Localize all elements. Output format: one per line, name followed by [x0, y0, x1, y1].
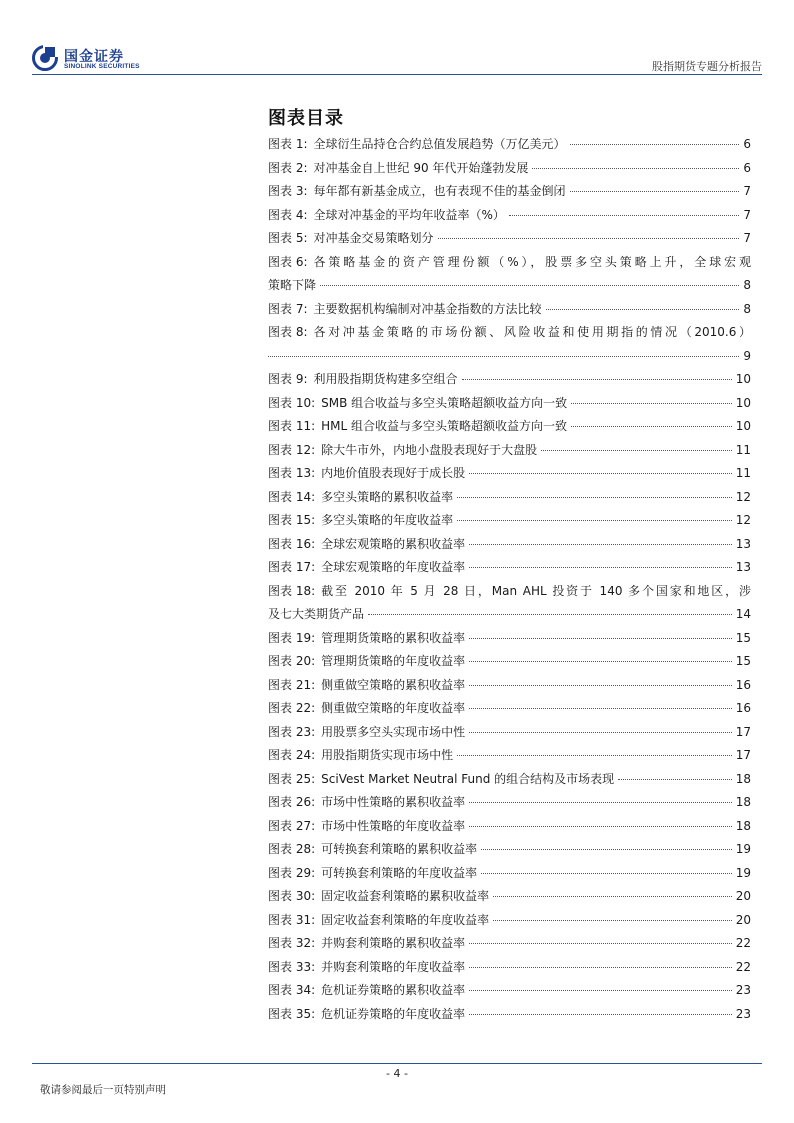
logo-chinese-name: 国金证券	[64, 49, 124, 65]
report-type: 股指期货专题分析报告	[652, 60, 762, 73]
dot-leader	[469, 732, 732, 733]
toc-entry-page: 19	[735, 842, 751, 856]
toc-entry-number: 图表 23:	[268, 724, 316, 739]
dot-leader	[462, 379, 732, 380]
toc-entry-page: 6	[743, 160, 751, 175]
toc-entry-page: 19	[735, 865, 751, 880]
dot-leader	[493, 896, 732, 897]
toc-entry[interactable]	[268, 674, 751, 698]
dot-leader	[438, 238, 740, 239]
toc-entry-page: 7	[743, 184, 751, 198]
toc-entry-title: 管理期货策略的累积收益率	[321, 630, 466, 645]
dot-leader	[457, 497, 732, 498]
company-logo	[32, 44, 232, 74]
toc-entry[interactable]	[268, 204, 751, 228]
toc-entry-title: 除大牛市外，内地小盘股表现好于大盘股	[321, 442, 538, 457]
toc-entry-page: 11	[735, 466, 751, 480]
toc-entry-page: 8	[743, 278, 751, 292]
footer-divider	[32, 1063, 762, 1064]
toc-entry-title: 全球对冲基金的平均年收益率（%）	[313, 207, 505, 222]
dot-leader	[368, 614, 732, 615]
toc-entry-page: 16	[735, 677, 751, 692]
toc-entry[interactable]	[268, 697, 751, 721]
toc-entry-title: 并购套利策略的年度收益率	[321, 959, 466, 974]
toc-entry-number: 图表 13:	[268, 466, 316, 480]
dot-leader	[481, 849, 732, 850]
toc-entry-page: 23	[735, 983, 751, 997]
toc-entry-number: 图表 24:	[268, 748, 316, 762]
dot-leader	[469, 990, 732, 991]
toc-entry-page: 7	[743, 231, 751, 245]
toc-entry-number: 图表 33:	[268, 959, 316, 974]
toc-entry-number: 图表 29:	[268, 865, 316, 880]
toc-entry-title: 内地价值股表现好于成长股	[321, 466, 466, 480]
toc-entry-number: 图表 32:	[268, 936, 316, 950]
toc-entry[interactable]	[268, 580, 751, 627]
toc-entry-number: 图表 8:	[268, 325, 308, 339]
sinolink-logo-icon	[32, 45, 58, 71]
toc-entry[interactable]	[268, 979, 751, 1003]
toc-entry-page: 18	[735, 771, 751, 786]
toc-entry-title: 各策略基金的资产管理份额（%），股票多空头策略上升，全球宏观	[313, 254, 751, 269]
toc-entry-title: 利用股指期货构建多空组合	[313, 372, 458, 386]
toc-entry-number: 图表 12:	[268, 442, 316, 457]
toc-entry-number: 图表 7:	[268, 301, 308, 316]
toc-entry-page: 10	[735, 372, 751, 386]
toc-entry-number: 图表 26:	[268, 795, 316, 809]
toc-entry[interactable]	[268, 768, 751, 792]
toc-entry-page: 22	[735, 936, 751, 950]
toc-entry-title: SciVest Market Neutral Fund 的组合结构及市场表现	[321, 771, 615, 786]
toc-entry-page: 10	[735, 395, 751, 410]
dot-leader	[469, 708, 732, 709]
toc-entry-title-continued: 及七大类期货产品	[268, 607, 365, 621]
page-number: - 4 -	[386, 1067, 408, 1080]
toc-entry-title: 市场中性策略的累积收益率	[321, 795, 466, 809]
toc-entry-title: 危机证券策略的累积收益率	[321, 983, 466, 997]
toc-entry[interactable]	[268, 627, 751, 651]
toc-entry[interactable]	[268, 298, 751, 322]
toc-entry-page: 8	[743, 301, 751, 316]
toc-entry[interactable]	[268, 862, 751, 886]
toc-entry-number: 图表 19:	[268, 630, 316, 645]
toc-entry-number: 图表 21:	[268, 677, 316, 692]
dot-leader	[509, 215, 739, 216]
toc-entry[interactable]	[268, 838, 751, 862]
dot-leader	[469, 826, 732, 827]
toc-entry-number: 图表 16:	[268, 536, 316, 551]
toc-entry-title: HML 组合收益与多空头策略超额收益方向一致	[321, 419, 568, 433]
toc-entry-number: 图表 11:	[268, 419, 316, 433]
toc-entry-number: 图表 2:	[268, 160, 308, 175]
toc-title: 图表目录	[268, 108, 344, 129]
toc-entry[interactable]	[268, 133, 751, 157]
toc-entry[interactable]	[268, 533, 751, 557]
toc-entry[interactable]	[268, 392, 751, 416]
toc-entry-page: 6	[743, 137, 751, 151]
toc-entry[interactable]	[268, 885, 751, 909]
toc-entry[interactable]	[268, 556, 751, 580]
toc-entry[interactable]	[268, 721, 751, 745]
toc-entry[interactable]	[268, 321, 751, 368]
header-divider	[32, 74, 762, 75]
toc-entry-page: 13	[735, 560, 751, 574]
toc-entry[interactable]	[268, 486, 751, 510]
toc-entry-title: 管理期货策略的年度收益率	[321, 654, 466, 668]
page-header	[32, 44, 762, 74]
dot-leader	[541, 450, 732, 451]
dot-leader	[469, 685, 732, 686]
toc-entry-title: 对冲基金交易策略划分	[313, 231, 434, 245]
toc-entry-page: 20	[735, 912, 751, 927]
toc-entry[interactable]	[268, 368, 751, 392]
footer-disclaimer: 敬请参阅最后一页特别声明	[40, 1084, 166, 1096]
toc-entry-number: 图表 14:	[268, 489, 316, 504]
toc-entry[interactable]	[268, 791, 751, 815]
toc-entry-title-continued: 策略下降	[268, 278, 317, 292]
toc-entry[interactable]	[268, 956, 751, 980]
dot-leader	[469, 967, 732, 968]
dot-leader	[469, 1014, 732, 1015]
toc-entry[interactable]	[268, 157, 751, 181]
toc-entry-title: SMB 组合收益与多空头策略超额收益方向一致	[321, 395, 568, 410]
toc-entry-title: 用股指期货实现市场中性	[321, 748, 454, 762]
toc-entry-page: 23	[735, 1006, 751, 1021]
toc-entry-title: 各对冲基金策略的市场份额、风险收益和使用期指的情况（2010.6）	[313, 325, 751, 339]
dot-leader	[618, 779, 732, 780]
toc-entry-page: 16	[735, 701, 751, 715]
dot-leader	[469, 661, 732, 662]
toc-entry-number: 图表 30:	[268, 889, 316, 903]
dot-leader	[469, 544, 732, 545]
toc-entry-page: 7	[743, 207, 751, 222]
toc-entry-title: 固定收益套利策略的累积收益率	[321, 889, 490, 903]
toc-entry[interactable]	[268, 227, 751, 251]
toc-entry-number: 图表 1:	[268, 137, 308, 151]
toc-entry-number: 图表 34:	[268, 983, 316, 997]
toc-entry-number: 图表 4:	[268, 207, 308, 222]
toc-entry-number: 图表 17:	[268, 560, 316, 574]
toc-entry-number: 图表 20:	[268, 654, 316, 668]
toc-entry-title: 多空头策略的年度收益率	[321, 513, 454, 527]
dot-leader	[493, 920, 732, 921]
dot-leader	[532, 168, 739, 169]
toc-entry-title: 对冲基金自上世纪 90 年代开始蓬勃发展	[313, 160, 529, 175]
toc-entry-page: 10	[735, 419, 751, 433]
toc-entry-title: 每年都有新基金成立，也有表现不佳的基金倒闭	[313, 184, 566, 198]
toc-entry-page: 15	[735, 654, 751, 668]
toc-entry-page: 18	[735, 818, 751, 833]
toc-entry[interactable]	[268, 650, 751, 674]
toc-entry-page: 12	[735, 489, 751, 504]
toc-entry[interactable]	[268, 509, 751, 533]
dot-leader	[571, 426, 732, 427]
toc-entry-title: 用股票多空头实现市场中性	[321, 724, 466, 739]
toc-entry-page: 18	[735, 795, 751, 809]
toc-entry-page: 14	[735, 607, 751, 621]
toc-entry-number: 图表 10:	[268, 395, 316, 410]
dot-leader	[469, 802, 732, 803]
dot-leader	[481, 873, 732, 874]
toc-entry-number: 图表 18:	[268, 583, 316, 598]
toc-entry-page: 13	[735, 536, 751, 551]
toc-entry-title: 危机证券策略的年度收益率	[321, 1006, 466, 1021]
toc-entry[interactable]	[268, 415, 751, 439]
toc-entry-number: 图表 27:	[268, 818, 316, 833]
toc-entry-number: 图表 5:	[268, 231, 308, 245]
toc-entry-page: 9	[743, 348, 751, 363]
dot-leader	[571, 403, 732, 404]
dot-leader	[469, 473, 732, 474]
toc-entry-number: 图表 25:	[268, 771, 316, 786]
toc-entry[interactable]	[268, 1003, 751, 1027]
toc-entry-number: 图表 15:	[268, 513, 316, 527]
dot-leader	[320, 285, 739, 286]
dot-leader	[546, 309, 740, 310]
toc-entry-page: 17	[735, 748, 751, 762]
toc-entry-number: 图表 28:	[268, 842, 316, 856]
dot-leader	[469, 943, 732, 944]
dot-leader	[268, 356, 739, 357]
logo-english-name: SINOLINK SECURITIES	[64, 63, 140, 70]
toc-entry[interactable]	[268, 439, 751, 463]
toc-entry[interactable]	[268, 909, 751, 933]
toc-list	[268, 133, 751, 1026]
toc-entry-title: 截至 2010 年 5 月 28 日，Man AHL 投资于 140 多个国家和地区，涉	[321, 583, 751, 598]
toc-entry-title: 市场中性策略的年度收益率	[321, 818, 466, 833]
dot-leader	[457, 755, 732, 756]
toc-entry-number: 图表 3:	[268, 184, 308, 198]
toc-entry-page: 15	[735, 630, 751, 645]
toc-entry-number: 图表 22:	[268, 701, 316, 715]
toc-entry-title: 侧重做空策略的累积收益率	[321, 677, 466, 692]
toc-entry-number: 图表 6:	[268, 254, 308, 269]
toc-entry-page: 22	[735, 959, 751, 974]
toc-entry-title: 并购套利策略的累积收益率	[321, 936, 466, 950]
toc-entry-title: 可转换套利策略的年度收益率	[321, 865, 478, 880]
toc-entry-title: 全球衍生品持仓合约总值发展趋势（万亿美元）	[313, 137, 566, 151]
toc-entry[interactable]	[268, 251, 751, 298]
toc-entry-title: 可转换套利策略的累积收益率	[321, 842, 478, 856]
toc-entry[interactable]	[268, 180, 751, 204]
toc-entry[interactable]	[268, 462, 751, 486]
toc-entry-page: 11	[735, 442, 751, 457]
toc-entry-title: 主要数据机构编制对冲基金指数的方法比较	[313, 301, 542, 316]
toc-entry-title: 固定收益套利策略的年度收益率	[321, 912, 490, 927]
toc-entry[interactable]	[268, 815, 751, 839]
dot-leader	[570, 191, 740, 192]
toc-entry-title: 全球宏观策略的年度收益率	[321, 560, 466, 574]
toc-entry-number: 图表 35:	[268, 1006, 316, 1021]
toc-entry-title: 多空头策略的累积收益率	[321, 489, 454, 504]
dot-leader	[469, 567, 732, 568]
toc-entry-page: 20	[735, 889, 751, 903]
toc-entry-number: 图表 9:	[268, 372, 308, 386]
toc-entry-number: 图表 31:	[268, 912, 316, 927]
toc-entry-page: 12	[735, 513, 751, 527]
dot-leader	[570, 144, 740, 145]
toc-entry[interactable]	[268, 744, 751, 768]
dot-leader	[469, 638, 732, 639]
toc-entry-title: 侧重做空策略的年度收益率	[321, 701, 466, 715]
toc-entry-page: 17	[735, 724, 751, 739]
toc-entry-title: 全球宏观策略的累积收益率	[321, 536, 466, 551]
dot-leader	[457, 520, 732, 521]
toc-entry[interactable]	[268, 932, 751, 956]
